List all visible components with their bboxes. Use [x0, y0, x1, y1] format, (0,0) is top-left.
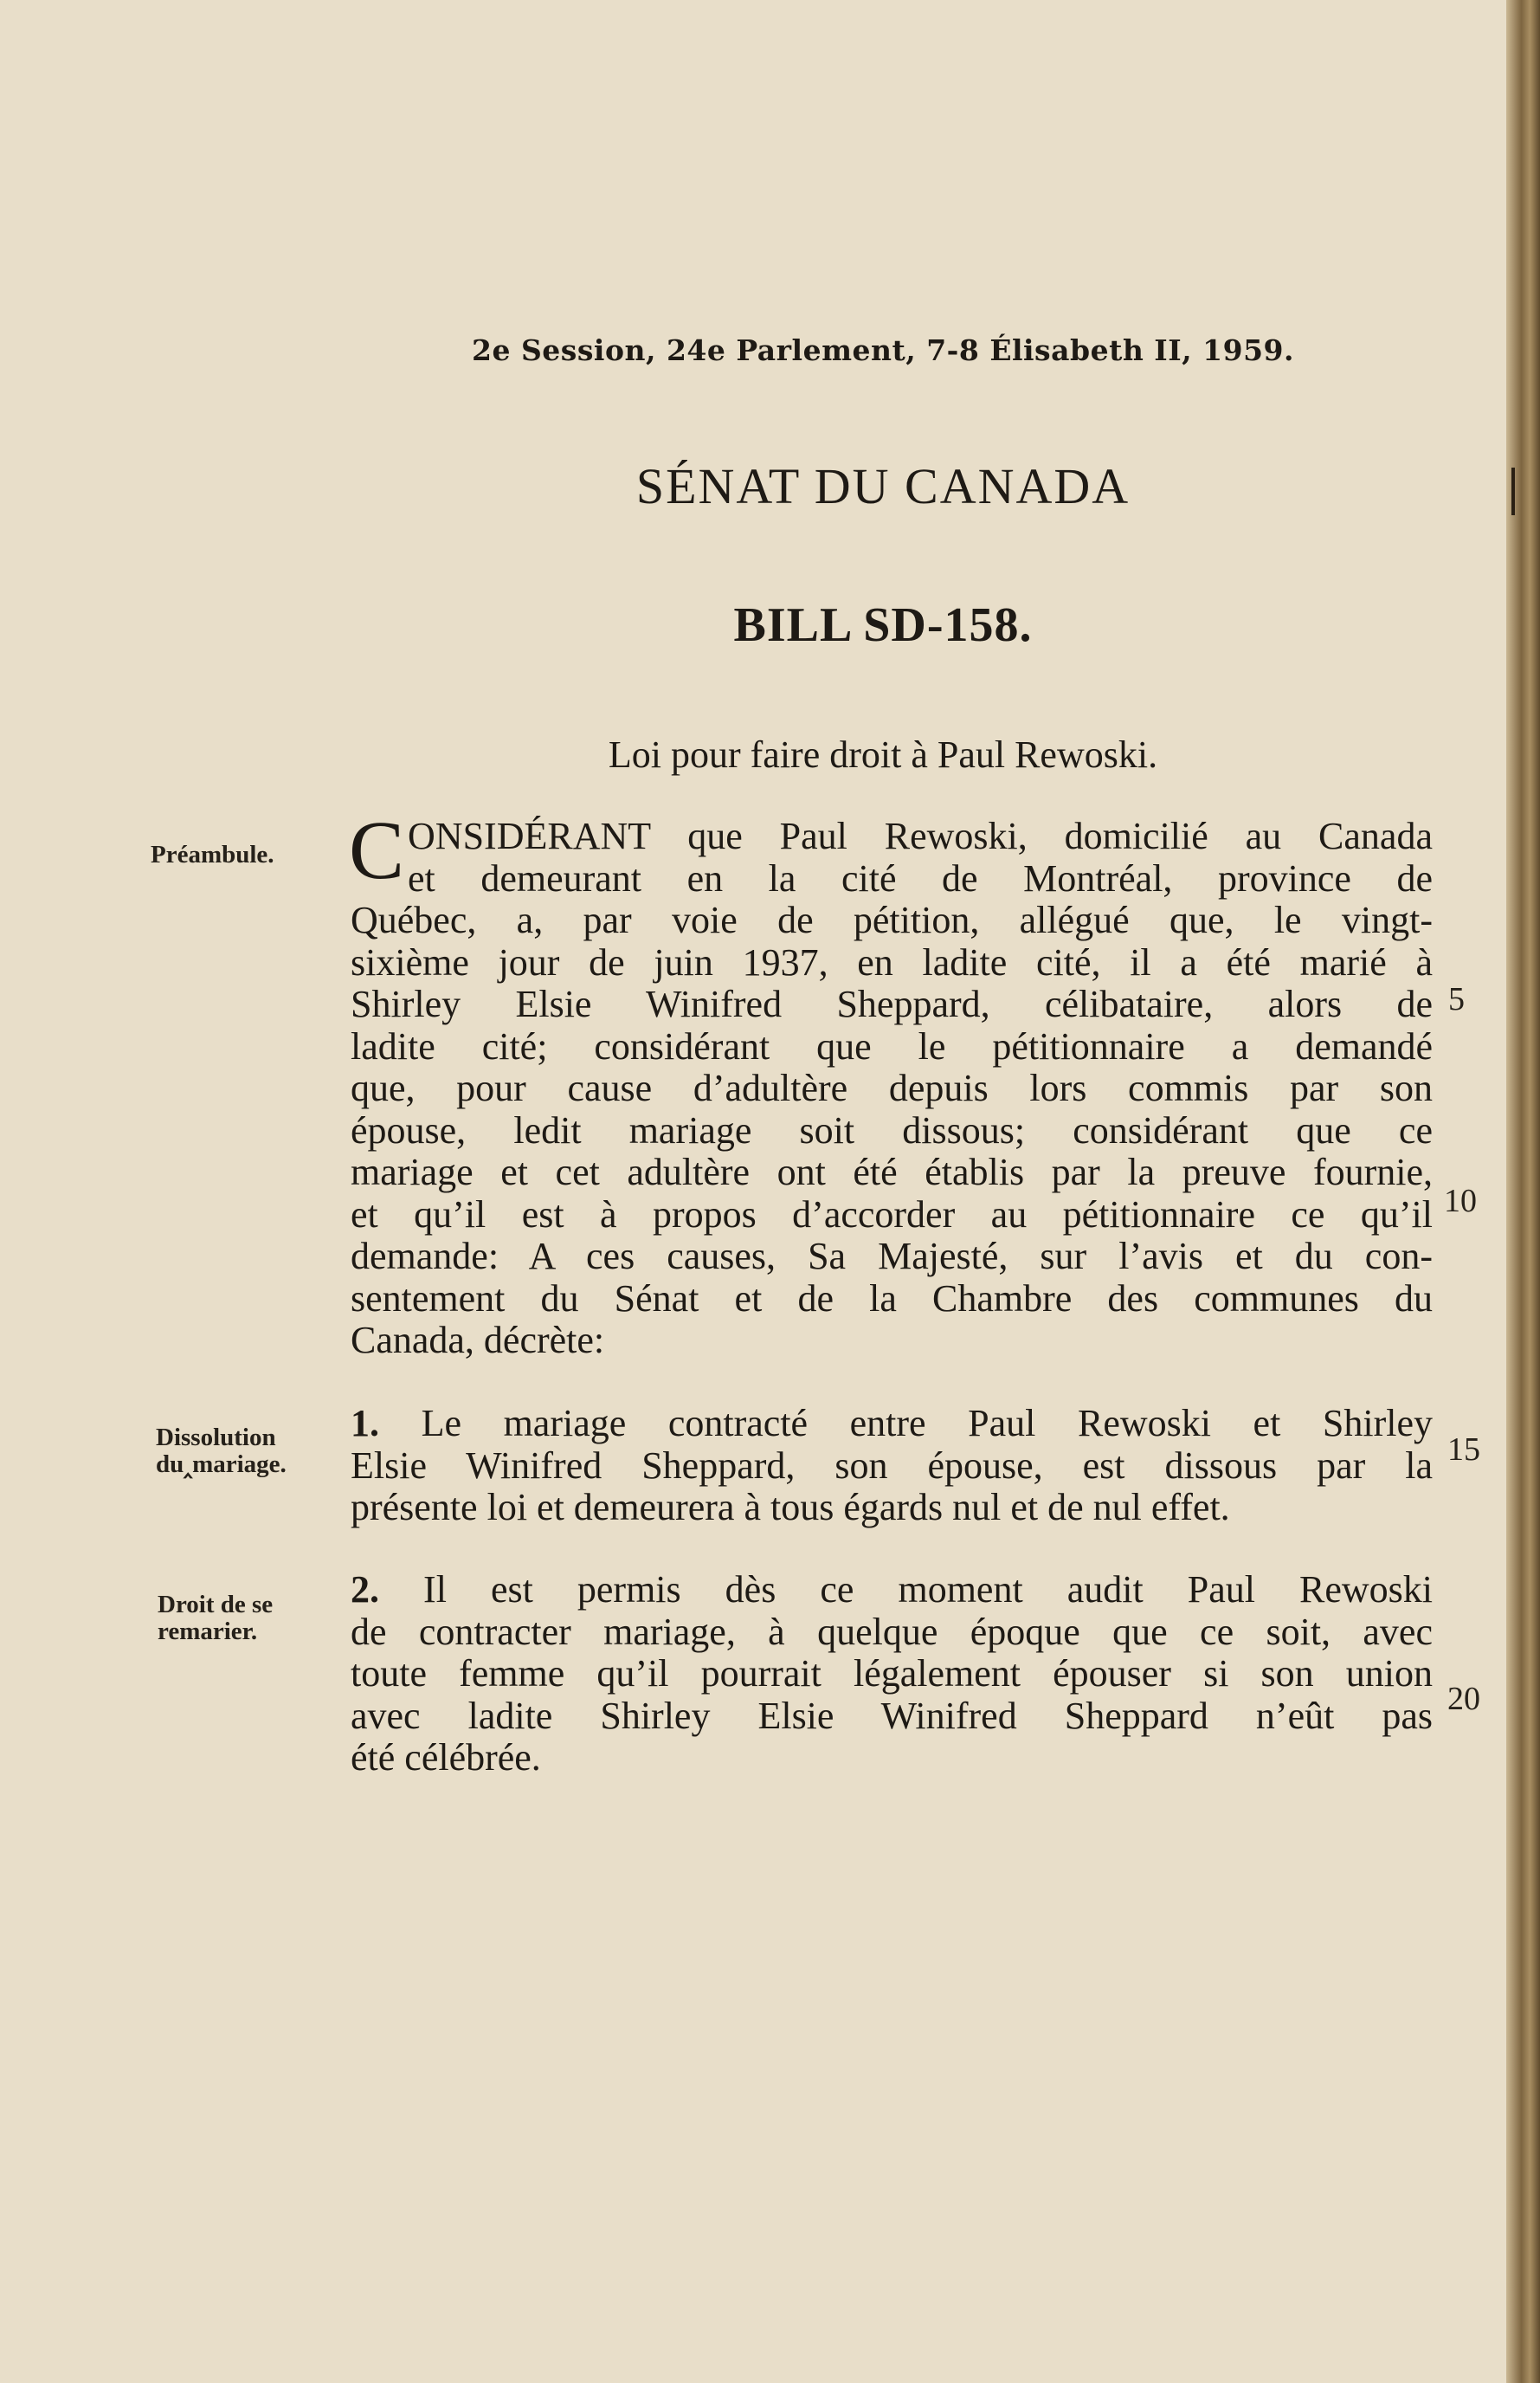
line-number-10: 10 [1444, 1183, 1477, 1219]
margin-note-dissolution-line2: du‸mariage. [156, 1450, 287, 1478]
preamble-line: Canada, décrète: [351, 1319, 605, 1361]
margin-note-dissolution [156, 1424, 287, 1478]
section-1-line: présente loi et demeurera à tous égards nul et de nul effet. [351, 1486, 1230, 1528]
bill-number: BILL SD-158. [733, 598, 1033, 652]
section-2-line: de contracter mariage, à quelque époque que ce soit, avec [351, 1610, 1433, 1653]
margin-note-remarry-line1: Droit de se [158, 1591, 274, 1618]
preamble-line: et demeurant en la cité de Montréal, province de [408, 856, 1433, 900]
section-2 [351, 1569, 1433, 1779]
preamble-line: demande: A ces causes, Sa Majesté, sur l’avis et du con- [351, 1235, 1433, 1277]
bill-title: Loi pour faire droit à Paul Rewoski. [608, 733, 1158, 776]
chamber-title: SÉNAT DU CANADA [635, 458, 1131, 514]
line-number-20: 20 [1447, 1681, 1480, 1717]
margin-note-preamble: Préambule. [151, 841, 274, 869]
section-2-line [351, 1569, 1433, 1611]
preamble-line: sixième jour de juin 1937, en ladite cité, il a été marié à [351, 940, 1433, 984]
section-2-number: 2. [351, 1568, 379, 1611]
preamble-line: Shirley Elsie Winifred Sheppard, célibataire, alors de [351, 983, 1433, 1025]
preamble-line: épouse, ledit mariage soit dissous; considérant que ce [351, 1108, 1433, 1152]
preamble-line: mariage et cet adultère ont été établis par la preuve fournie, [351, 1151, 1433, 1193]
preamble-line: que, pour cause d’adultère depuis lors commis par son [351, 1067, 1433, 1109]
preamble-line: ONSIDÉRANT que Paul Rewoski, domicilié au Canada [408, 815, 1433, 857]
margin-note-remarry-line2: remarier. [158, 1618, 258, 1645]
margin-note-dissolution-line1: Dissolution [156, 1424, 276, 1451]
section-1-line: Elsie Winifred Sheppard, son épouse, est dissous par la [351, 1443, 1433, 1487]
preamble-line: sentement du Sénat et de la Chambre des communes du [351, 1276, 1433, 1320]
session-header: 2e Session, 24e Parlement, 7-8 Élisabeth II, 1959. [472, 333, 1294, 367]
margin-note-remarry [158, 1592, 273, 1645]
section-2-line: toute femme qu’il pourrait légalement épouser si son union [351, 1652, 1433, 1695]
section-2-line-text: Il est permis dès ce moment audit Paul Rewoski [423, 1568, 1434, 1611]
line-number-15: 15 [1447, 1431, 1480, 1468]
dropcap: C [349, 804, 405, 896]
preamble-line: et qu’il est à propos d’accorder au pétitionnaire ce qu’il [351, 1192, 1433, 1236]
section-1-line-text: Le mariage contracté entre Paul Rewoski et Shirley [421, 1402, 1433, 1444]
preamble-line: ladite cité; considérant que le pétitionnaire a demandé [351, 1024, 1433, 1068]
section-2-line: avec ladite Shirley Elsie Winifred Sheppard n’eût pas [351, 1694, 1433, 1737]
preamble-paragraph [349, 804, 1433, 1362]
line-number-5: 5 [1448, 981, 1465, 1017]
section-1 [351, 1403, 1433, 1529]
section-1-number: 1. [351, 1402, 379, 1444]
section-1-line [351, 1403, 1433, 1445]
preamble-line: Québec, a, par voie de pétition, allégué que, le vingt- [351, 899, 1433, 941]
section-2-line: été célébrée. [351, 1736, 541, 1779]
page-mark [1511, 468, 1515, 515]
